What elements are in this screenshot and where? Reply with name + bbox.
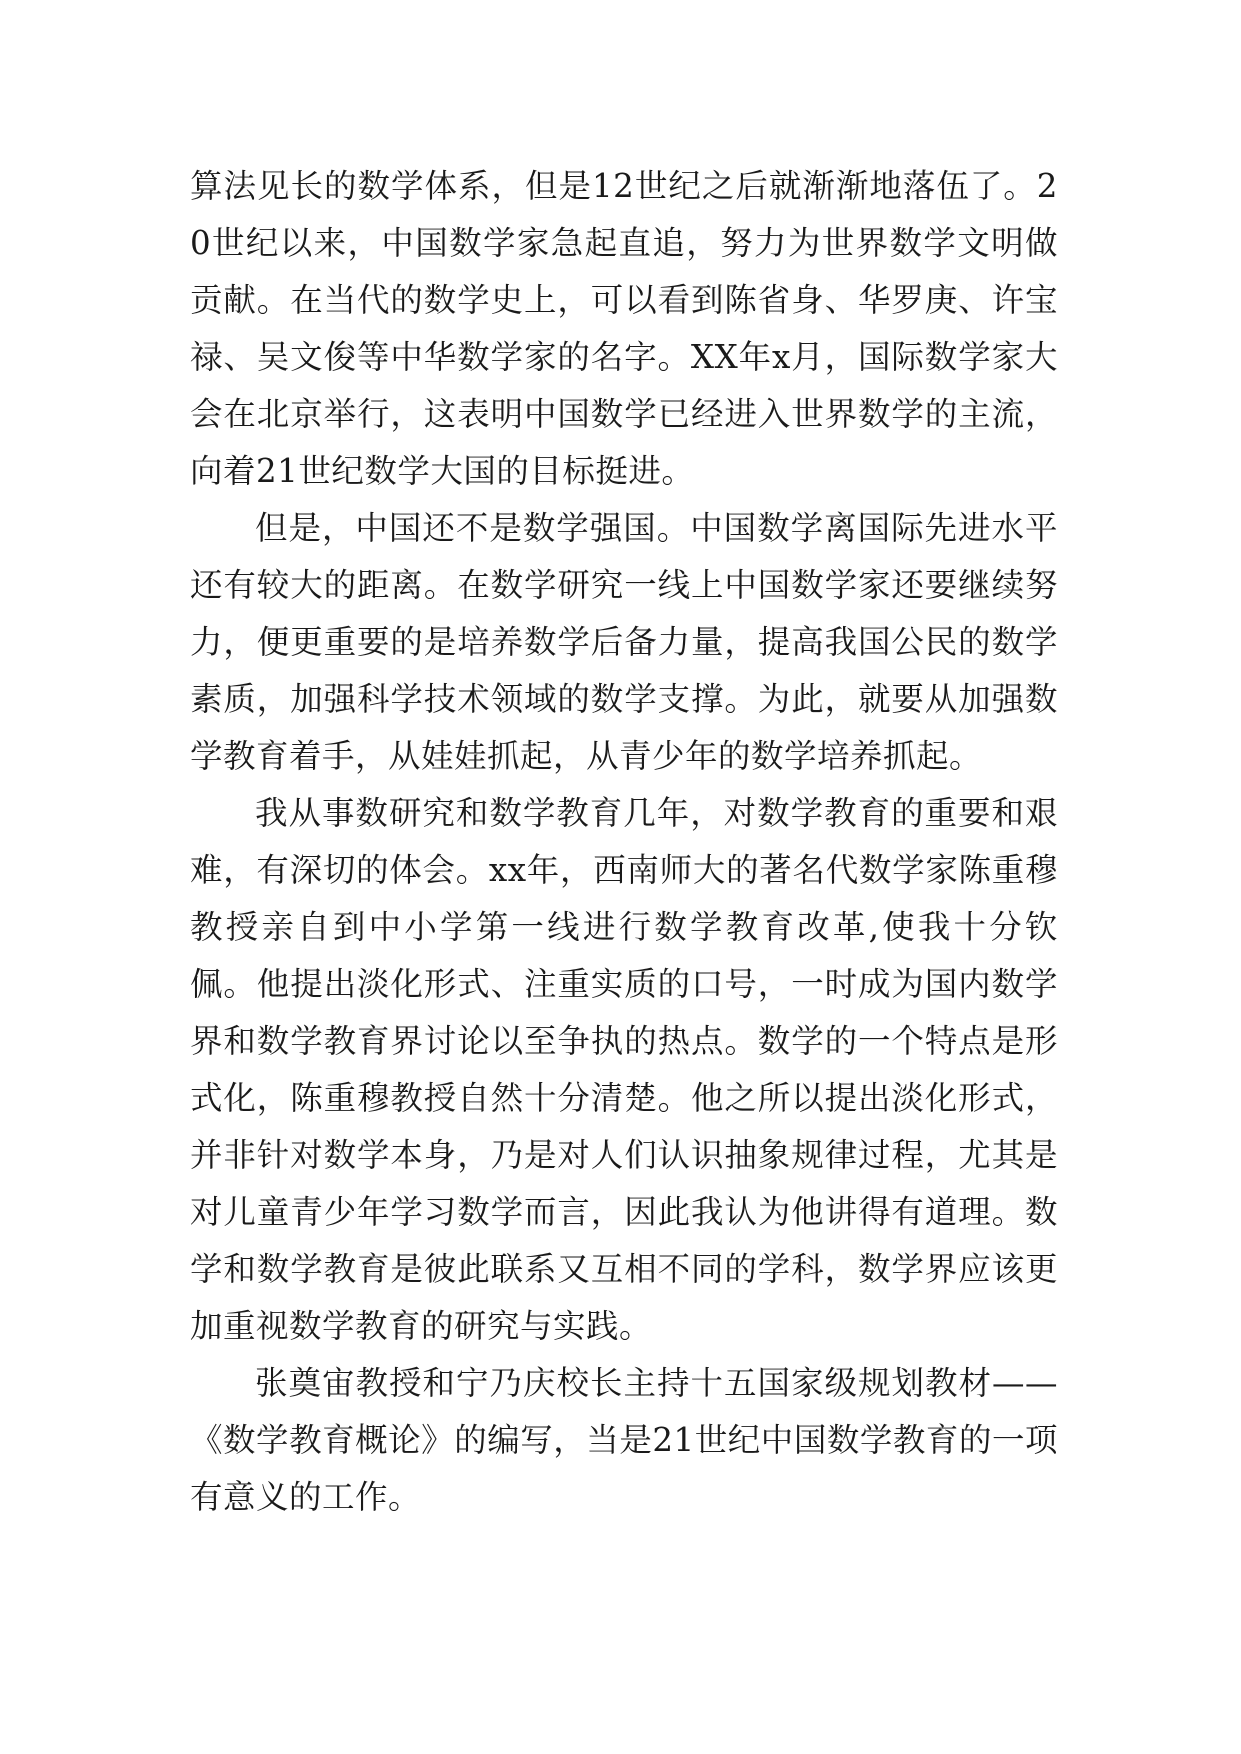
paragraph-3: 我从事数研究和数学教育几年，对数学教育的重要和艰难，有深切的体会。xx年，西南师大的著名代数学家陈重穆教授亲自到中小学第一线进行数学教育改革,使我十分钦佩。他提出淡化形式、注重实质的口号，一时成为国内数学界和数学教育界讨论以至争执的热点。数学的一个特点是形式化，陈重穆教授自然十分清楚。他之所以提出淡化形式，并非针对数学本身，乃是对人们认识抽象规律过程，尤其是对儿童青少年学习数学而言，因此我认为他讲得有道理。数学和数学教育是彼此联系又互相不同的学科，数学界应该更加重视数学教育的研究与实践。	[190, 794, 1058, 1345]
paragraph-2: 但是，中国还不是数学强国。中国数学离国际先进水平还有较大的距离。在数学研究一线上中国数学家还要继续努力，便更重要的是培养数学后备力量，提高我国公民的数学素质，加强科学技术领域的数学支撑。为此，就要从加强数学教育着手，从娃娃抓起，从青少年的数学培养抓起。	[190, 509, 1058, 775]
paragraph-4: 张奠宙教授和宁乃庆校长主持十五国家级规划教材——《数学教育概论》的编写，当是21世纪中国数学教育的一项有意义的工作。	[190, 1364, 1058, 1516]
paragraph-1: 算法见长的数学体系，但是12世纪之后就渐渐地落伍了。20世纪以来，中国数学家急起直追，努力为世界数学文明做贡献。在当代的数学史上，可以看到陈省身、华罗庚、许宝禄、吴文俊等中华数学家的名字。XX年x月，国际数学家大会在北京举行，这表明中国数学已经进入世界数学的主流，向着21世纪数学大国的目标挺进。	[190, 167, 1058, 490]
document-page	[190, 158, 1058, 1526]
